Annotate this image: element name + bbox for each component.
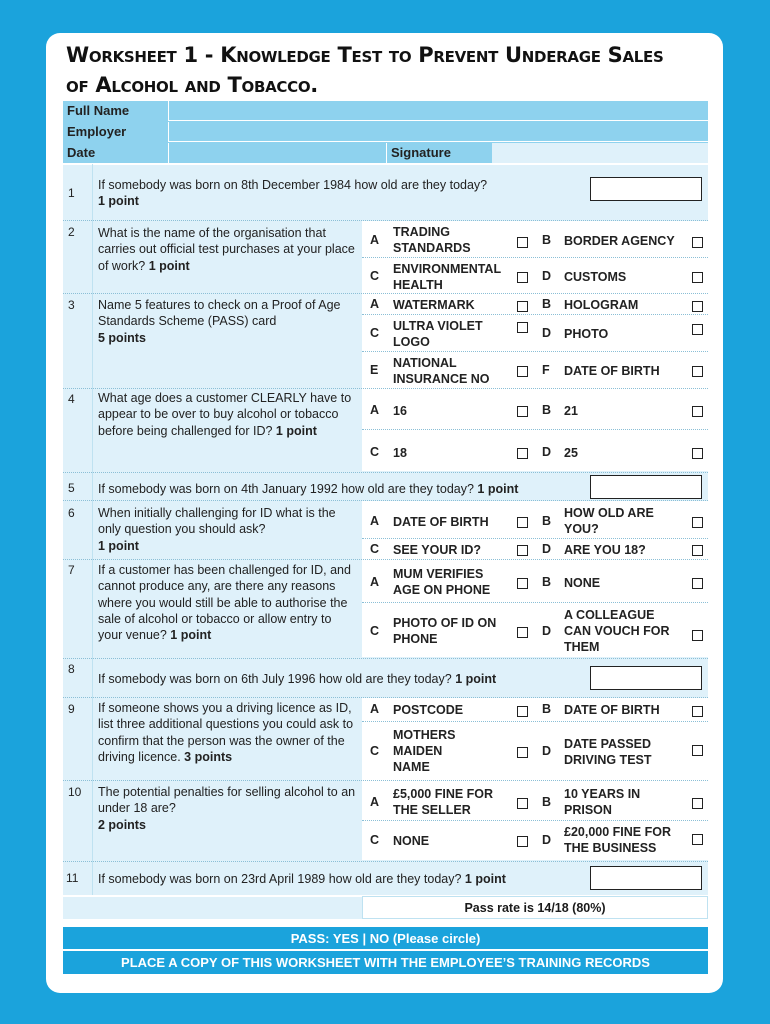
q3-points: 5 points	[98, 330, 146, 345]
q6-checkbox-d[interactable]	[692, 545, 703, 556]
q9-letter-c: C	[370, 744, 380, 758]
q2-letter-c: C	[370, 269, 380, 283]
q10-letter-b: B	[542, 795, 552, 809]
q3-option-d: PHOTO	[564, 327, 609, 341]
q7-question: If a customer has been challenged for ID, and cannot produce any, are there any reasons where you would still be able to authorise the sale of alcohol or tobacco or allow entry to your venue?	[98, 563, 351, 643]
q3-checkbox-b[interactable]	[692, 301, 703, 312]
q7-checkbox-d[interactable]	[692, 630, 703, 641]
q11-points: 1 point	[464, 872, 506, 886]
q9-letter-a: A	[370, 702, 380, 716]
q2-letter-a: A	[370, 233, 380, 247]
q2-checkbox-b[interactable]	[692, 237, 703, 248]
q6-option-c: SEE YOUR ID?	[393, 543, 481, 557]
q6-checkbox-c[interactable]	[517, 545, 528, 556]
q4-question: What age does a customer CLEARLY have to appear to be over to buy alcohol or tobacco before being challenged for ID?	[98, 391, 352, 438]
q4-letter-c: C	[370, 445, 380, 459]
q8-number: 8	[68, 662, 75, 676]
q1-number: 1	[68, 186, 75, 200]
q6-option-a: DATE OF BIRTH	[393, 515, 489, 529]
q10-letter-c: C	[370, 833, 380, 847]
employer-field[interactable]	[168, 122, 708, 142]
q4-checkbox-b[interactable]	[692, 406, 703, 417]
q10-letter-a: A	[370, 795, 380, 809]
q9-text	[98, 700, 356, 765]
q4-option-a: 16	[393, 404, 407, 418]
row-divider	[63, 293, 708, 294]
q6-option-d: ARE YOU 18?	[564, 543, 646, 557]
row-divider	[63, 658, 708, 659]
q7-letter-b: B	[542, 575, 552, 589]
q7-points: 1 point	[170, 628, 212, 643]
q2-option-d: CUSTOMS	[564, 270, 627, 284]
q1-question: If somebody was born on 8th December 1984 how old are they today?	[98, 178, 488, 192]
q9-number: 9	[68, 702, 75, 716]
q2-checkbox-a[interactable]	[517, 237, 528, 248]
q9-checkbox-b[interactable]	[692, 706, 703, 717]
q3-text	[98, 297, 356, 346]
q7-letter-d: D	[542, 624, 552, 638]
q4-number: 4	[68, 392, 75, 406]
q7-option-c: PHOTO OF ID ON PHONE	[393, 616, 497, 646]
q2-checkbox-d[interactable]	[692, 272, 703, 283]
option-divider	[362, 602, 708, 603]
q10-option-d: £20,000 FINE FOR THE BUSINESS	[564, 825, 671, 855]
q4-points: 1 point	[275, 423, 317, 438]
q10-text	[98, 784, 360, 833]
q4-letter-a: A	[370, 403, 380, 417]
q2-checkbox-c[interactable]	[517, 272, 528, 283]
q9-option-c: MOTHERS MAIDEN NAME	[393, 728, 456, 774]
q2-letter-d: D	[542, 269, 552, 283]
q5-points: 1 point	[477, 482, 519, 496]
q10-checkbox-b[interactable]	[692, 798, 703, 809]
q9-option-a: POSTCODE	[393, 703, 464, 717]
q7-checkbox-b[interactable]	[692, 578, 703, 589]
q11-text	[98, 871, 588, 887]
q3-option-a: WATERMARK	[393, 298, 475, 312]
q3-option-f: DATE OF BIRTH	[564, 364, 660, 378]
q10-checkbox-a[interactable]	[517, 798, 528, 809]
q1-answer-box[interactable]	[590, 177, 702, 201]
q5-number: 5	[68, 481, 75, 495]
option-divider	[362, 351, 708, 352]
q3-option-c: ULTRA VIOLET LOGO	[393, 319, 483, 349]
q5-question: If somebody was born on 4th January 1992 how old are they today?	[98, 482, 474, 496]
q6-question: When initially challenging for ID what is the only question you should ask?	[98, 506, 336, 537]
q5-answer-box[interactable]	[590, 475, 702, 499]
q9-letter-b: B	[542, 702, 552, 716]
q10-number: 10	[68, 785, 82, 799]
q11-number: 11	[66, 871, 79, 885]
q6-checkbox-b[interactable]	[692, 517, 703, 528]
q7-option-d: A COLLEAGUE CAN VOUCH FOR THEM	[564, 608, 670, 654]
q10-checkbox-d[interactable]	[692, 834, 703, 845]
q9-checkbox-d[interactable]	[692, 745, 703, 756]
q3-checkbox-d[interactable]	[692, 324, 703, 335]
q4-letter-b: B	[542, 403, 552, 417]
row-divider	[63, 861, 708, 862]
option-divider	[362, 429, 708, 430]
q11-question: If somebody was born on 23rd April 1989 how old are they today?	[98, 872, 462, 886]
q2-option-a: TRADING STANDARDS	[393, 225, 471, 255]
q10-checkbox-c[interactable]	[517, 836, 528, 847]
q3-letter-e: E	[370, 363, 379, 377]
q9-points: 3 points	[184, 749, 233, 764]
q3-checkbox-e[interactable]	[517, 366, 528, 377]
q10-option-b: 10 YEARS IN PRISON	[564, 787, 641, 817]
q4-option-c: 18	[393, 446, 407, 460]
q4-option-b: 21	[564, 404, 578, 418]
number-column-divider	[92, 164, 93, 895]
q3-number: 3	[68, 298, 75, 312]
q3-option-b: HOLOGRAM	[564, 298, 639, 312]
pass-rate: Pass rate is 14/18 (80%)	[362, 896, 708, 919]
q7-checkbox-a[interactable]	[517, 578, 528, 589]
q3-letter-f: F	[542, 363, 550, 377]
option-divider	[362, 820, 708, 821]
q9-checkbox-a[interactable]	[517, 706, 528, 717]
q7-option-a: MUM VERIFIES AGE ON PHONE	[393, 567, 491, 597]
q4-checkbox-d[interactable]	[692, 448, 703, 459]
signature-label: Signature	[386, 143, 491, 163]
worksheet-title	[66, 40, 716, 100]
q2-question: What is the name of the organisation that carries out official test purchases at your place of work?	[98, 226, 355, 273]
q3-letter-b: B	[542, 297, 552, 311]
q10-question: The potential penalties for selling alcohol to an under 18 are?	[98, 785, 356, 816]
q1-text	[98, 177, 588, 210]
q3-option-e: NATIONAL INSURANCE NO	[393, 356, 490, 386]
q6-letter-c: C	[370, 542, 380, 556]
q3-letter-c: C	[370, 326, 380, 340]
q6-text	[98, 505, 356, 554]
q2-number: 2	[68, 225, 75, 239]
q7-number: 7	[68, 563, 75, 577]
q7-option-b: NONE	[564, 576, 601, 590]
q2-letter-b: B	[542, 233, 552, 247]
full-name-label: Full Name	[67, 103, 130, 118]
q9-question: If someone shows you a driving licence as ID, list three additional questions you could ask to confirm that the person was the owner of the driving licence.	[98, 701, 354, 764]
full-name-field[interactable]	[168, 101, 708, 121]
q9-letter-d: D	[542, 744, 552, 758]
q6-checkbox-a[interactable]	[517, 517, 528, 528]
option-divider	[362, 314, 708, 315]
q6-letter-b: B	[542, 514, 552, 528]
q4-letter-d: D	[542, 445, 552, 459]
q8-answer-box[interactable]	[590, 666, 702, 690]
pass-circle-line: PASS: YES | NO (Please circle)	[63, 927, 708, 950]
q3-checkbox-a[interactable]	[517, 301, 528, 312]
q11-answer-box[interactable]	[590, 866, 702, 890]
row-divider	[63, 559, 708, 560]
q8-question: If somebody was born on 6th July 1996 how old are they today?	[98, 672, 452, 686]
q5-text	[98, 481, 598, 497]
q6-number: 6	[68, 506, 75, 520]
row-divider	[63, 388, 708, 389]
employer-label: Employer	[67, 124, 127, 139]
q10-option-a: £5,000 FINE FOR THE SELLER	[393, 787, 494, 817]
q3-checkbox-f[interactable]	[692, 366, 703, 377]
q2-option-c: ENVIRONMENTAL HEALTH	[393, 262, 501, 292]
q6-option-b: HOW OLD ARE YOU?	[564, 506, 654, 536]
option-divider	[362, 257, 708, 258]
copy-instruction: PLACE A COPY OF THIS WORKSHEET WITH THE EMPLOYEE’S TRAINING RECORDS	[63, 951, 708, 974]
q9-option-b: DATE OF BIRTH	[564, 703, 660, 717]
q4-checkbox-a[interactable]	[517, 406, 528, 417]
q9-checkbox-c[interactable]	[517, 747, 528, 758]
q4-text	[98, 390, 360, 439]
q1-points: 1 point	[98, 194, 139, 209]
q4-checkbox-c[interactable]	[517, 448, 528, 459]
q3-checkbox-c[interactable]	[517, 322, 528, 333]
q6-letter-a: A	[370, 514, 380, 528]
q8-points: 1 point	[455, 672, 497, 686]
q3-letter-d: D	[542, 326, 552, 340]
date-label: Date	[67, 145, 96, 160]
q7-text	[98, 562, 358, 643]
q7-letter-c: C	[370, 624, 380, 638]
date-field[interactable]	[168, 143, 385, 163]
q9-option-d: DATE PASSED DRIVING TEST	[564, 737, 652, 767]
option-divider	[362, 538, 708, 539]
q10-points: 2 points	[98, 817, 146, 832]
q3-question: Name 5 features to check on a Proof of Age Standards Scheme (PASS) card	[98, 298, 341, 329]
q7-checkbox-c[interactable]	[517, 627, 528, 638]
q4-option-d: 25	[564, 446, 578, 460]
row-divider	[63, 472, 708, 473]
title-line-1: Worksheet 1 - Knowledge Test to Prevent Underage Sales	[66, 43, 664, 67]
row-divider	[63, 780, 708, 781]
q10-letter-d: D	[542, 833, 552, 847]
q6-points: 1 point	[98, 538, 139, 553]
signature-field[interactable]	[492, 143, 708, 163]
q2-option-b: BORDER AGENCY	[564, 234, 675, 248]
q2-points: 1 point	[148, 258, 190, 273]
title-line-2: of Alcohol and Tobacco.	[66, 73, 318, 97]
q8-text	[98, 671, 588, 687]
q10-option-c: NONE	[393, 834, 430, 848]
q7-letter-a: A	[370, 575, 380, 589]
q2-text	[98, 225, 356, 274]
q6-letter-d: D	[542, 542, 552, 556]
q3-letter-a: A	[370, 297, 380, 311]
option-divider	[362, 721, 708, 722]
